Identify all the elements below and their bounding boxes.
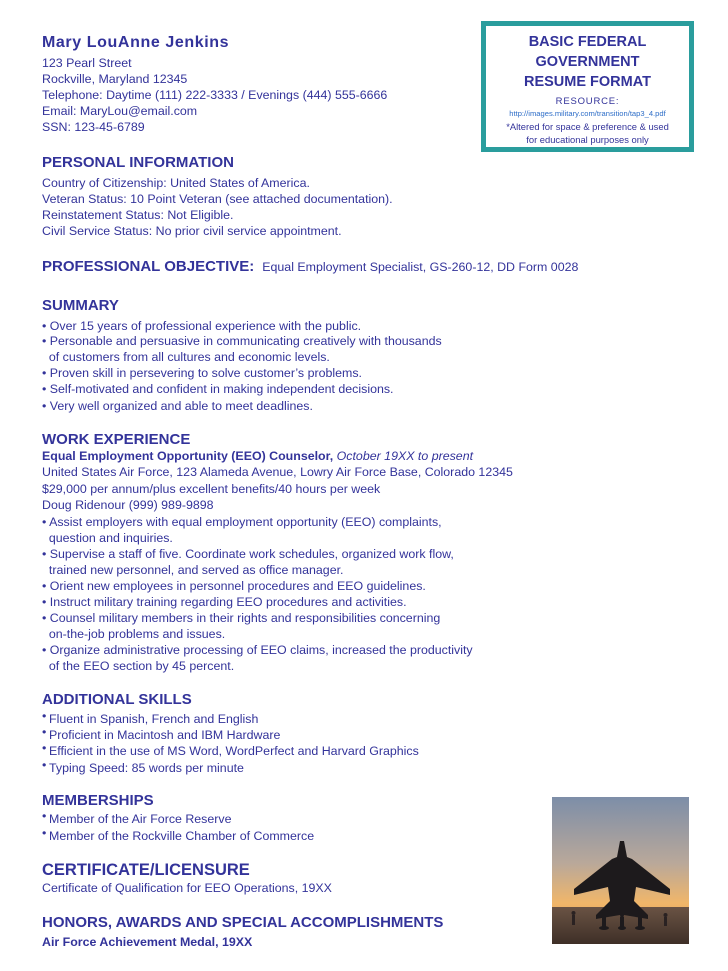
work-line: • Instruct military training regarding EEO procedures and activities. <box>42 595 407 609</box>
personal-line: Civil Service Status: No prior civil service appointment. <box>42 224 342 238</box>
employer: United States Air Force, 123 Alameda Avenue, Lowry Air Force Base, Colorado 12345 <box>42 465 513 479</box>
work-line: • Orient new employees in personnel procedures and EEO guidelines. <box>42 579 426 593</box>
skills-heading: ADDITIONAL SKILLS <box>42 691 192 708</box>
summary-line: • Self-motivated and confident in making independent decisions. <box>42 382 394 396</box>
resource-link[interactable]: http://images.military.com/transition/tap3_4.pdf <box>509 109 666 118</box>
bullet: • <box>42 809 47 823</box>
bullet: • <box>42 758 47 772</box>
work-line: • Assist employers with equal employment opportunity (EEO) complaints, <box>42 515 442 529</box>
ssn: SSN: 123-45-6789 <box>42 120 145 134</box>
address-street: 123 Pearl Street <box>42 56 132 70</box>
box-note: for educational purposes only <box>526 134 649 145</box>
honors-heading: HONORS, AWARDS AND SPECIAL ACCOMPLISHMENTS <box>42 914 444 931</box>
box-title-line: RESUME FORMAT <box>523 74 651 90</box>
bullet: • <box>42 741 47 755</box>
supervisor: Doug Ridenour (999) 989-9898 <box>42 498 214 512</box>
work-line: of the EEO section by 45 percent. <box>42 659 235 673</box>
summary-heading: SUMMARY <box>42 297 119 314</box>
work-heading: WORK EXPERIENCE <box>42 431 191 448</box>
objective-row <box>42 258 578 276</box>
certificate-heading: CERTIFICATE/LICENSURE <box>42 861 250 879</box>
skill-item: • Efficient in the use of MS Word, WordPerfect and Harvard Graphics <box>42 741 419 758</box>
work-line: • Organize administrative processing of EEO claims, increased the productivity <box>42 643 473 657</box>
box-note: *Altered for space & preference & used <box>506 121 669 132</box>
summary-line: • Over 15 years of professional experience with the public. <box>42 319 362 333</box>
summary-line: • Personable and persuasive in communicating creatively with thousands <box>42 334 442 348</box>
skill-item: • Fluent in Spanish, French and English <box>42 709 259 726</box>
personal-line: Veteran Status: 10 Point Veteran (see attached documentation). <box>42 192 393 206</box>
job-title-row <box>42 449 473 464</box>
job-title: Equal Employment Opportunity (EEO) Counselor, <box>42 449 334 463</box>
email: Email: MaryLou@email.com <box>42 104 198 118</box>
work-line: trained new personnel, and served as office manager. <box>42 563 344 577</box>
summary-line: • Proven skill in persevering to solve customer’s problems. <box>42 366 362 380</box>
salary: $29,000 per annum/plus excellent benefits/40 hours per week <box>42 482 381 496</box>
job-dates: October 19XX to present <box>336 449 474 463</box>
fighter-jet-photo <box>552 797 689 944</box>
objective-heading: PROFESSIONAL OBJECTIVE: <box>42 258 255 275</box>
skill-item: • Proficient in Macintosh and IBM Hardware <box>42 725 281 742</box>
personal-heading: PERSONAL INFORMATION <box>42 154 234 171</box>
personal-line: Reinstatement Status: Not Eligible. <box>42 208 234 222</box>
bullet: • <box>42 826 47 840</box>
memberships-heading: MEMBERSHIPS <box>42 792 154 809</box>
box-title-line: GOVERNMENT <box>535 54 640 70</box>
certificate-text: Certificate of Qualification for EEO Operations, 19XX <box>42 881 332 895</box>
bullet: • <box>42 709 47 723</box>
membership-item: • Member of the Rockville Chamber of Commerce <box>42 826 315 843</box>
summary-line: of customers from all cultures and economic levels. <box>42 350 330 364</box>
resource-label: RESOURCE: <box>555 96 620 107</box>
fighter-jet-image <box>552 797 689 944</box>
bullet: • <box>42 725 47 739</box>
resume-format-box <box>481 21 694 152</box>
honors-text: Air Force Achievement Medal, 19XX <box>42 935 253 949</box>
work-line: • Supervise a staff of five. Coordinate work schedules, organized work flow, <box>42 547 454 561</box>
address-city: Rockville, Maryland 12345 <box>42 72 188 86</box>
box-title-line: BASIC FEDERAL <box>528 34 647 50</box>
work-line: • Counsel military members in their rights and responsibilities concerning <box>42 611 441 625</box>
personal-line: Country of Citizenship: United States of America. <box>42 176 310 190</box>
telephone: Telephone: Daytime (111) 222-3333 / Evenings (444) 555-6666 <box>42 88 388 102</box>
objective-text: Equal Employment Specialist, GS-260-12, DD Form 0028 <box>262 260 579 274</box>
work-line: question and inquiries. <box>42 531 173 545</box>
work-line: on-the-job problems and issues. <box>42 627 226 641</box>
applicant-name: Mary LouAnne Jenkins <box>42 34 230 51</box>
skill-item: • Typing Speed: 85 words per minute <box>42 758 244 775</box>
membership-item: • Member of the Air Force Reserve <box>42 809 232 826</box>
summary-line: • Very well organized and able to meet deadlines. <box>42 399 313 413</box>
